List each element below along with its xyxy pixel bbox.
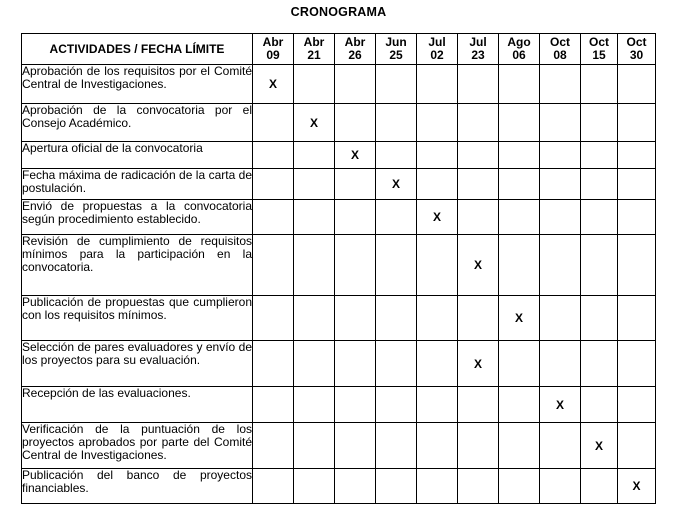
activity-cell: Fecha máxima de radicación de la carta de postulación. (22, 169, 253, 200)
schedule-mark: X (376, 169, 417, 200)
empty-cell (458, 200, 499, 235)
empty-cell (540, 65, 581, 104)
date-header (499, 34, 540, 65)
date-month: Jul (428, 35, 446, 49)
empty-cell (335, 200, 376, 235)
date-header (540, 34, 581, 65)
empty-cell (253, 296, 294, 341)
empty-cell (253, 387, 294, 423)
date-header (376, 34, 417, 65)
empty-cell (294, 296, 335, 341)
empty-cell (540, 169, 581, 200)
empty-cell (581, 65, 618, 104)
schedule-mark: X (417, 200, 458, 235)
empty-cell (335, 423, 376, 469)
empty-cell (618, 235, 656, 296)
table-row (22, 423, 656, 469)
empty-cell (499, 142, 540, 169)
page-title: CRONOGRAMA (290, 5, 387, 19)
empty-cell (581, 341, 618, 387)
empty-cell (253, 142, 294, 169)
table-row (22, 65, 656, 104)
empty-cell (417, 169, 458, 200)
empty-cell (499, 423, 540, 469)
empty-cell (417, 387, 458, 423)
empty-cell (458, 65, 499, 104)
date-day: 15 (592, 48, 606, 62)
activity-cell: Aprobación de los requisitos por el Comité Central de Investigaciones. (22, 65, 253, 104)
activity-cell: Publicación de propuestas que cumplieron con los requisitos mínimos. (22, 296, 253, 341)
table-row (22, 341, 656, 387)
empty-cell (417, 341, 458, 387)
empty-cell (618, 423, 656, 469)
empty-cell (618, 341, 656, 387)
activity-cell: Apertura oficial de la convocatoria (22, 142, 253, 169)
schedule-body (22, 65, 656, 504)
empty-cell (417, 104, 458, 142)
date-day: 21 (307, 48, 321, 62)
activity-cell: Aprobación de la convocatoria por el Consejo Académico. (22, 104, 253, 142)
date-header (335, 34, 376, 65)
table-row (22, 469, 656, 504)
empty-cell (253, 469, 294, 504)
empty-cell (417, 65, 458, 104)
empty-cell (376, 65, 417, 104)
activity-cell: Verificación de la puntuación de los proyectos aprobados por parte del Comité Central de Investigaciones. (22, 423, 253, 469)
activity-cell: Selección de pares evaluadores y envío de los proyectos para su evaluación. (22, 341, 253, 387)
date-header (253, 34, 294, 65)
empty-cell (458, 423, 499, 469)
empty-cell (294, 341, 335, 387)
empty-cell (581, 387, 618, 423)
activities-header: ACTIVIDADES / FECHA LÍMITE (22, 34, 253, 65)
empty-cell (417, 469, 458, 504)
empty-cell (618, 200, 656, 235)
empty-cell (335, 469, 376, 504)
empty-cell (618, 142, 656, 169)
empty-cell (376, 296, 417, 341)
date-month: Abr (344, 35, 366, 49)
empty-cell (376, 142, 417, 169)
empty-cell (458, 104, 499, 142)
date-month: Abr (303, 35, 325, 49)
activity-cell: Recepción de las evaluaciones. (22, 387, 253, 423)
schedule-table (21, 33, 656, 504)
date-day: 26 (348, 48, 362, 62)
date-month: Jun (385, 35, 407, 49)
activity-cell: Publicación del banco de proyectos financiables. (22, 469, 253, 504)
date-day: 30 (629, 48, 644, 62)
schedule-mark: X (499, 296, 540, 341)
empty-cell (499, 104, 540, 142)
empty-cell (376, 423, 417, 469)
date-header (294, 34, 335, 65)
empty-cell (499, 469, 540, 504)
schedule-mark: X (335, 142, 376, 169)
schedule-mark: X (581, 423, 618, 469)
table-row (22, 169, 656, 200)
date-header (417, 34, 458, 65)
empty-cell (540, 200, 581, 235)
empty-cell (294, 469, 335, 504)
schedule-mark: X (458, 235, 499, 296)
empty-cell (335, 387, 376, 423)
date-month: Oct (588, 35, 609, 49)
schedule-mark: X (253, 65, 294, 104)
empty-cell (294, 142, 335, 169)
empty-cell (540, 423, 581, 469)
empty-cell (294, 169, 335, 200)
empty-cell (458, 142, 499, 169)
date-month: Abr (262, 35, 284, 49)
empty-cell (294, 200, 335, 235)
empty-cell (540, 469, 581, 504)
table-row (22, 296, 656, 341)
empty-cell (335, 296, 376, 341)
empty-cell (294, 423, 335, 469)
empty-cell (540, 235, 581, 296)
empty-cell (618, 104, 656, 142)
empty-cell (581, 142, 618, 169)
empty-cell (458, 296, 499, 341)
empty-cell (581, 469, 618, 504)
empty-cell (581, 104, 618, 142)
empty-cell (458, 469, 499, 504)
empty-cell (417, 296, 458, 341)
empty-cell (253, 341, 294, 387)
date-day: 08 (553, 48, 567, 62)
empty-cell (253, 169, 294, 200)
schedule-mark: X (294, 104, 335, 142)
empty-cell (376, 469, 417, 504)
empty-cell (376, 387, 417, 423)
table-row (22, 387, 656, 423)
empty-cell (417, 235, 458, 296)
empty-cell (581, 200, 618, 235)
activity-cell: Revisión de cumplimiento de requisitos mínimos para la participación en la convocatoria. (22, 235, 253, 296)
table-row (22, 104, 656, 142)
date-header (618, 34, 656, 65)
empty-cell (540, 142, 581, 169)
empty-cell (499, 387, 540, 423)
empty-cell (618, 65, 656, 104)
table-row (22, 142, 656, 169)
empty-cell (417, 423, 458, 469)
empty-cell (499, 65, 540, 104)
date-day: 06 (512, 48, 526, 62)
empty-cell (581, 235, 618, 296)
empty-cell (540, 104, 581, 142)
empty-cell (618, 296, 656, 341)
empty-cell (253, 200, 294, 235)
empty-cell (294, 65, 335, 104)
empty-cell (294, 387, 335, 423)
schedule-mark: X (458, 341, 499, 387)
empty-cell (581, 169, 618, 200)
empty-cell (618, 169, 656, 200)
empty-cell (253, 104, 294, 142)
empty-cell (335, 341, 376, 387)
empty-cell (499, 235, 540, 296)
empty-cell (253, 235, 294, 296)
empty-cell (376, 235, 417, 296)
empty-cell (294, 235, 335, 296)
table-row (22, 235, 656, 296)
empty-cell (376, 104, 417, 142)
schedule-mark: X (618, 469, 656, 504)
empty-cell (581, 296, 618, 341)
empty-cell (458, 169, 499, 200)
empty-cell (540, 341, 581, 387)
table-row (22, 200, 656, 235)
empty-cell (335, 169, 376, 200)
date-day: 23 (471, 48, 485, 62)
activity-cell: Envió de propuestas a la convocatoria según procedimiento establecido. (22, 200, 253, 235)
date-header (581, 34, 618, 65)
empty-cell (417, 142, 458, 169)
date-day: 25 (389, 48, 403, 62)
empty-cell (335, 104, 376, 142)
date-month: Jul (469, 35, 487, 49)
empty-cell (458, 387, 499, 423)
header-row (22, 34, 656, 65)
schedule-mark: X (540, 387, 581, 423)
date-month: Oct (549, 35, 570, 49)
empty-cell (618, 387, 656, 423)
empty-cell (335, 235, 376, 296)
empty-cell (499, 341, 540, 387)
empty-cell (499, 169, 540, 200)
date-month: Oct (626, 35, 647, 49)
date-month: Ago (507, 35, 531, 49)
empty-cell (376, 341, 417, 387)
date-header (458, 34, 499, 65)
empty-cell (376, 200, 417, 235)
date-day: 09 (266, 48, 280, 62)
empty-cell (499, 200, 540, 235)
empty-cell (335, 65, 376, 104)
empty-cell (253, 423, 294, 469)
date-day: 02 (430, 48, 444, 62)
empty-cell (540, 296, 581, 341)
